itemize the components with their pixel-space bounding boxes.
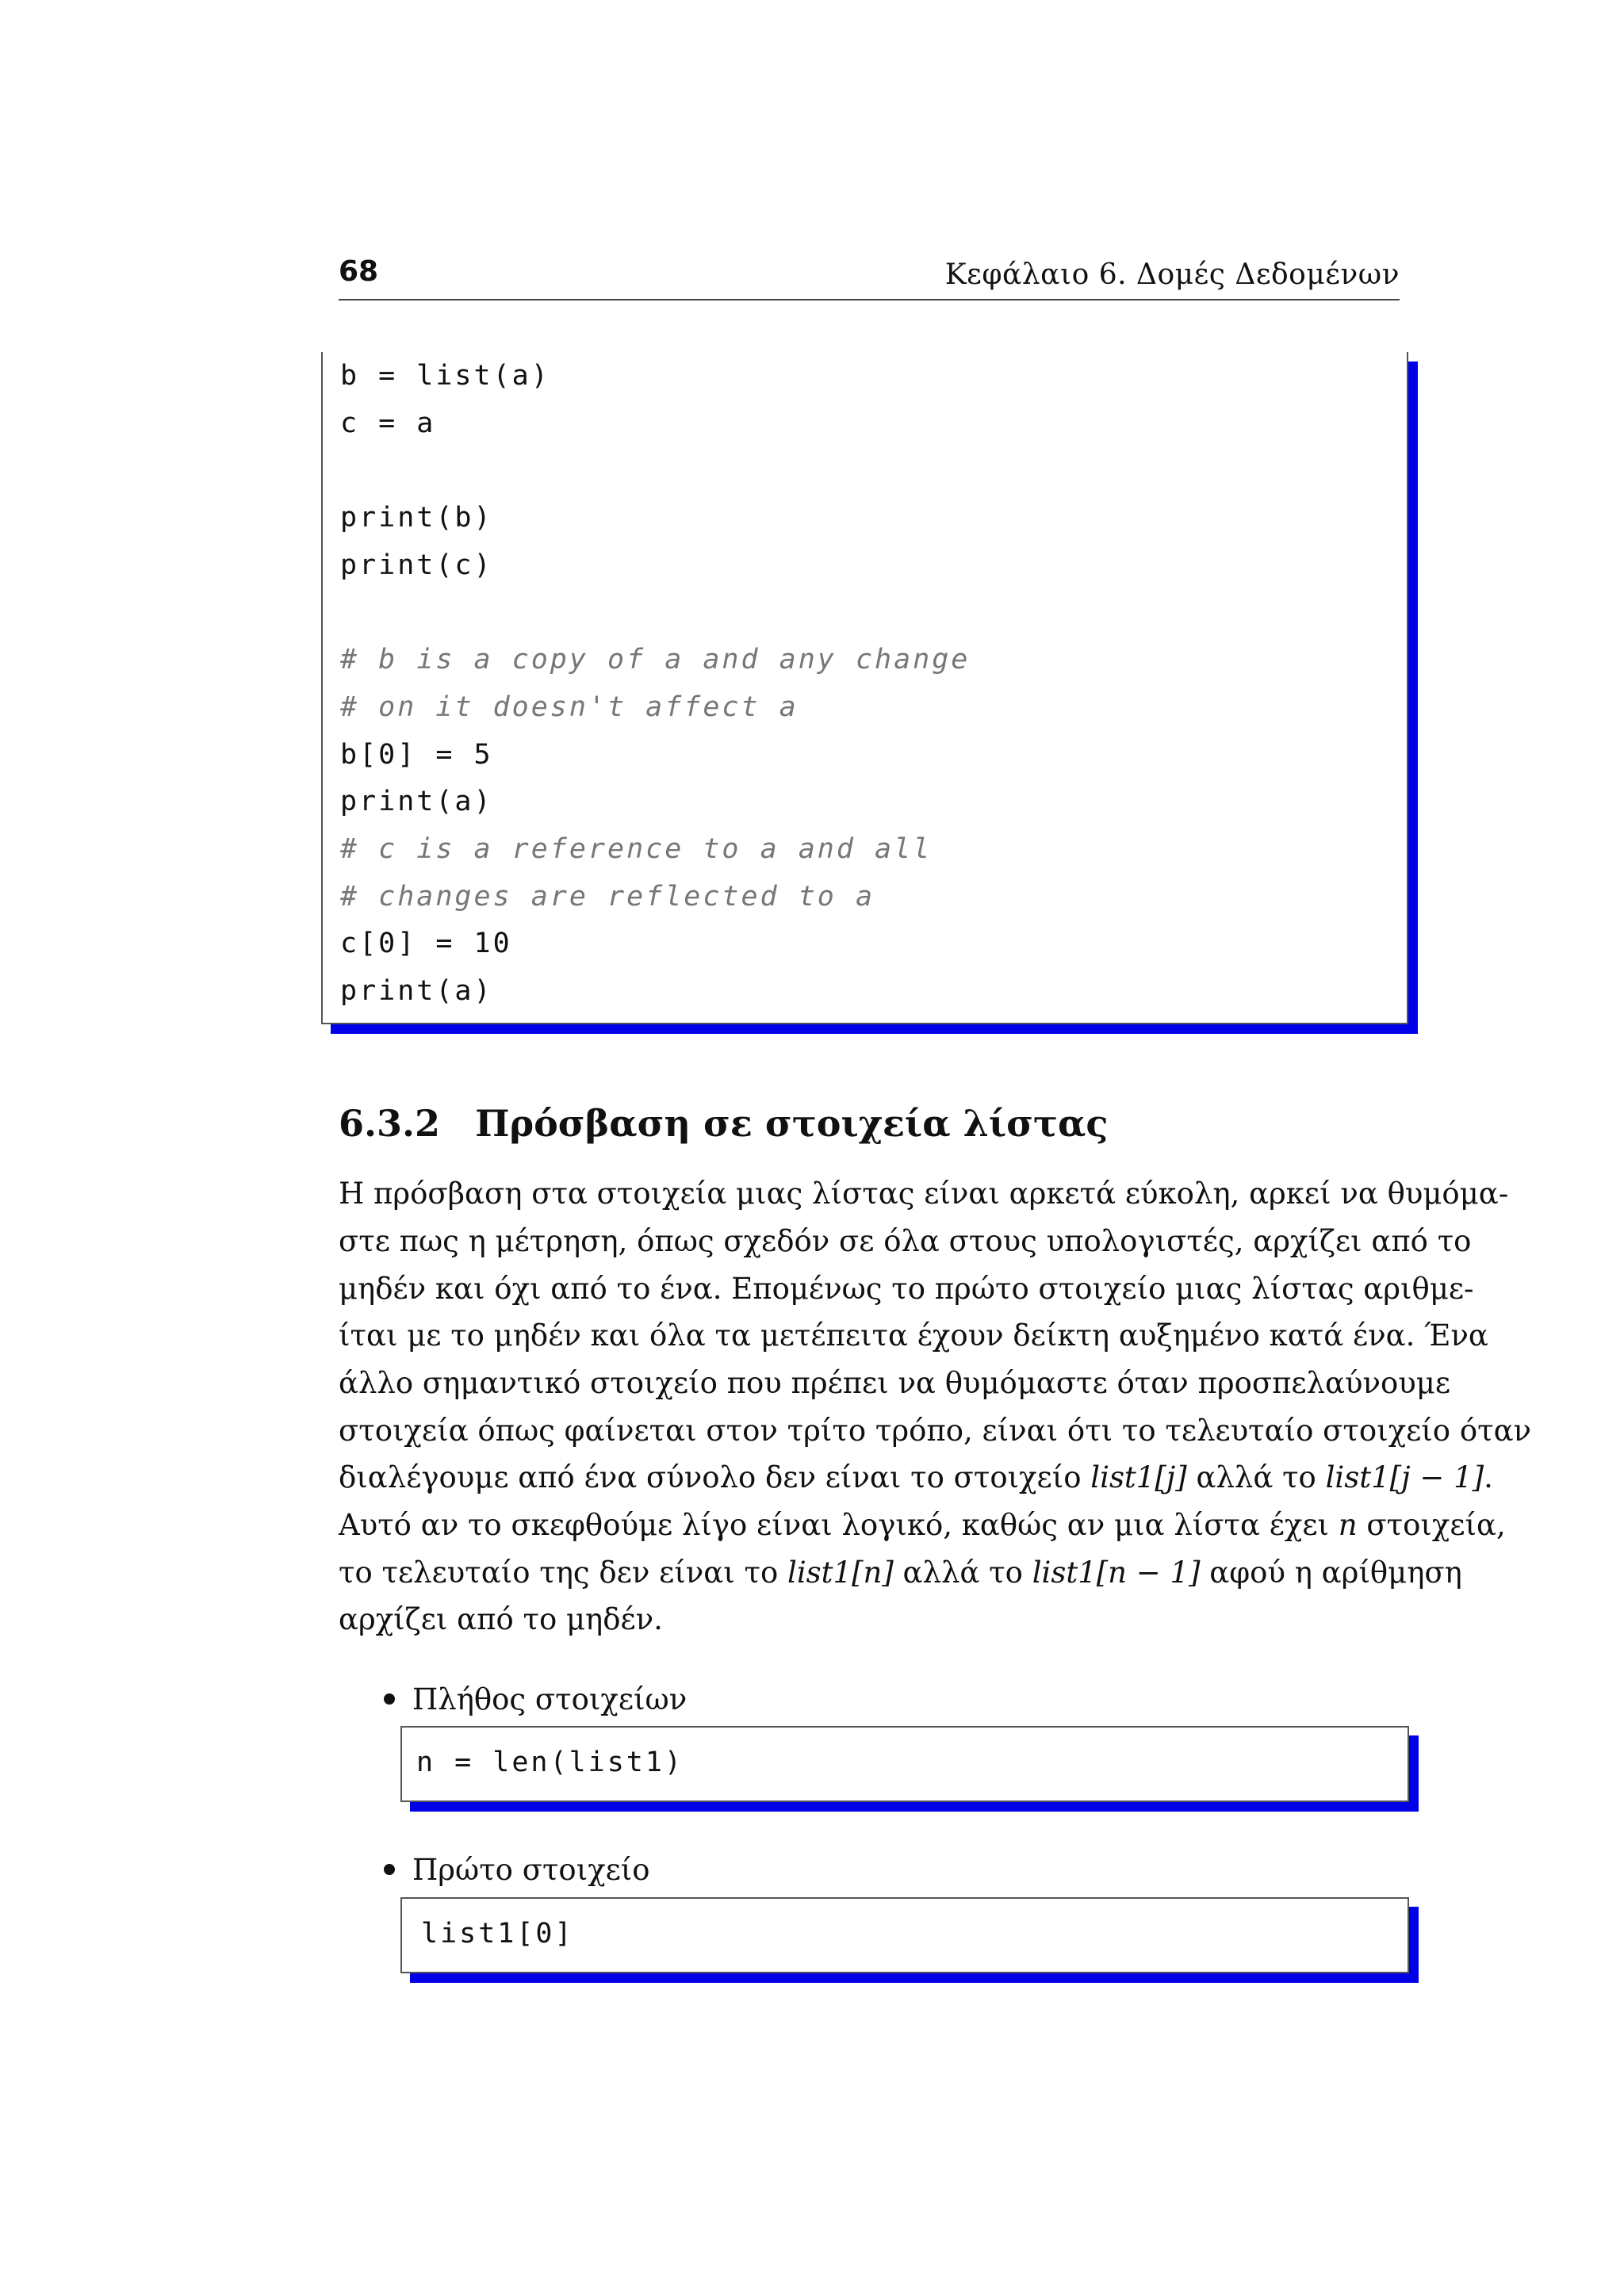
section-number: 6.3.2 — [339, 1102, 441, 1145]
paragraph-line: ίται με το μηδέν και όλα τα μετέπειτα έχουν δείκτη αυξημένο κατά ένα. Ένα — [339, 1318, 1488, 1353]
code-snippet — [400, 1897, 1409, 1973]
code-comment: # c is a reference to a and all — [340, 833, 933, 865]
paragraph-line: το τελευταίο της δεν είναι το list1[n] αλλά το list1[n − 1] αφού η αρίθμηση — [339, 1556, 1462, 1590]
code-line: c[0] = 10 — [340, 928, 512, 959]
header-rule — [339, 299, 1400, 300]
code-comment: # changes are reflected to a — [340, 881, 875, 913]
math-expression: list1[n] — [787, 1556, 894, 1590]
code-line: print(c) — [340, 549, 493, 581]
page-number: 68 — [339, 255, 379, 288]
bullet-dot-icon — [384, 1693, 395, 1705]
code-listing — [321, 352, 1408, 1024]
code-comment: # b is a copy of a and any change — [340, 644, 971, 675]
math-expression: list1[n − 1] — [1032, 1556, 1201, 1590]
code-snippet — [400, 1726, 1409, 1802]
code-line: list1[0] — [421, 1918, 574, 1950]
paragraph-line: Η πρόσβαση στα στοιχεία μιας λίστας είναι αρκετά εύκολη, αρκεί να θυμόμα- — [339, 1177, 1509, 1211]
chapter-title: Κεφάλαιο 6. Δομές Δεδομένων — [944, 258, 1400, 291]
paragraph-line: αρχίζει από το μηδέν. — [339, 1602, 663, 1636]
section-heading — [339, 1102, 1108, 1145]
math-expression: n — [1338, 1508, 1358, 1542]
bullet-item — [384, 1853, 650, 1887]
paragraph-line: διαλέγουμε από ένα σύνολο δεν είναι το στοιχείο list1[j] αλλά το list1[j − 1]. — [339, 1460, 1493, 1494]
math-expression: list1[j − 1] — [1325, 1460, 1484, 1494]
math-expression: list1[j] — [1090, 1460, 1187, 1494]
bullet-label: Πλήθος στοιχείων — [412, 1682, 688, 1716]
code-line: n = len(list1) — [416, 1747, 684, 1778]
bullet-item — [384, 1682, 687, 1716]
paragraph-line: στοιχεία όπως φαίνεται στον τρίτο τρόπο, είναι ότι το τελευταίο στοιχείο όταν — [339, 1414, 1532, 1448]
section-title: Πρόσβαση σε στοιχεία λίστας — [475, 1102, 1109, 1145]
code-comment: # on it doesn't affect a — [340, 691, 799, 723]
paragraph-line: στε πως η μέτρηση, όπως σχεδόν σε όλα στους υπολογιστές, αρχίζει από το — [339, 1224, 1472, 1258]
bullet-label: Πρώτο στοιχείο — [412, 1853, 650, 1887]
paragraph-line: μηδέν και όχι από το ένα. Επομένως το πρώτο στοιχείο μιας λίστας αριθμε- — [339, 1272, 1474, 1306]
code-line: b = list(a) — [340, 360, 550, 392]
code-line: b[0] = 5 — [340, 739, 493, 771]
paragraph-line: άλλο σημαντικό στοιχείο που πρέπει να θυμόμαστε όταν προσπελαύνουμε — [339, 1366, 1450, 1400]
code-line: print(a) — [340, 975, 493, 1007]
code-line: print(b) — [340, 502, 493, 534]
code-line: c = a — [340, 408, 436, 439]
bullet-dot-icon — [384, 1864, 395, 1875]
code-line: print(a) — [340, 786, 493, 817]
paragraph-line: Αυτό αν το σκεφθούμε λίγο είναι λογικό, καθώς αν μια λίστα έχει n στοιχεία, — [339, 1508, 1506, 1542]
